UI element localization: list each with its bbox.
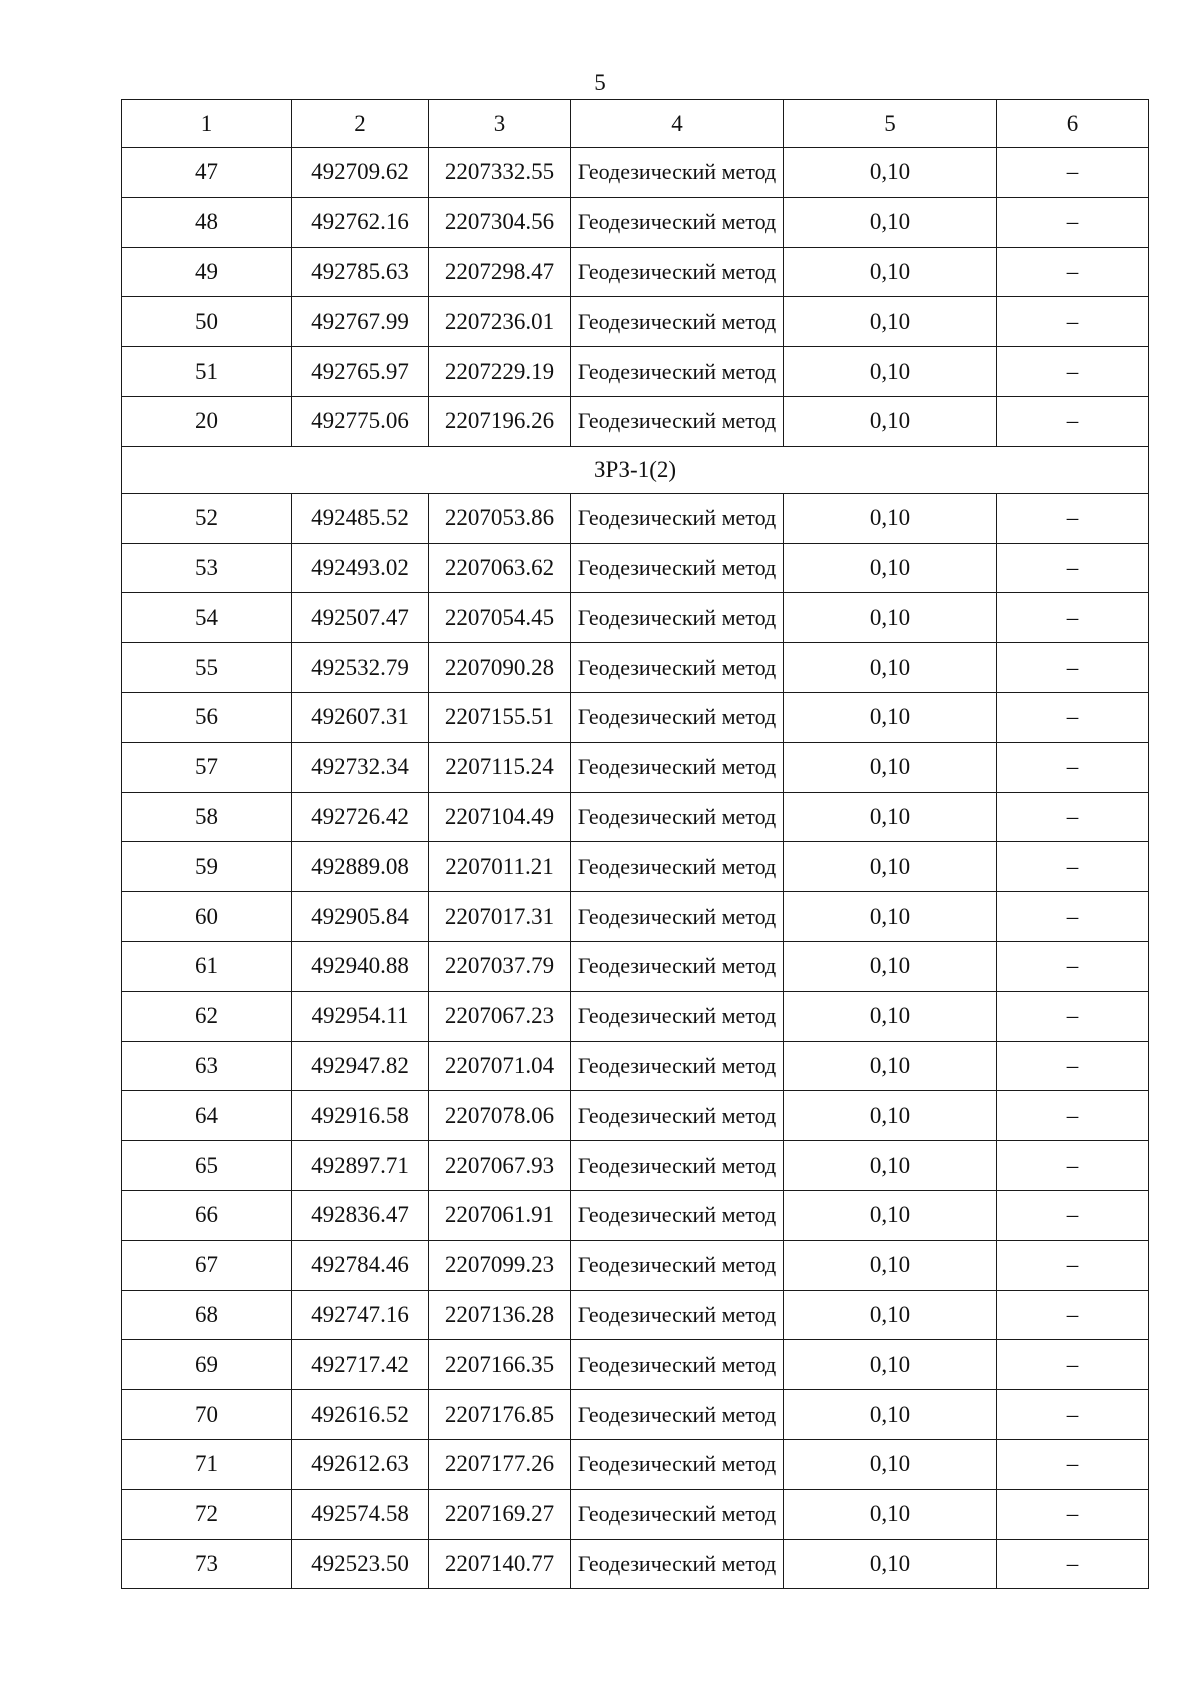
- note-cell: –: [997, 1390, 1149, 1440]
- method-cell: Геодезический метод: [571, 493, 784, 543]
- y-coordinate-cell: 2207115.24: [429, 742, 571, 792]
- note-cell: –: [997, 643, 1149, 693]
- point-number-cell: 65: [122, 1141, 292, 1191]
- accuracy-cell: 0,10: [784, 247, 997, 297]
- table-row: [122, 297, 1149, 347]
- point-number-cell: 61: [122, 941, 292, 991]
- point-number-cell: 73: [122, 1539, 292, 1589]
- table-row: [122, 1439, 1149, 1489]
- accuracy-cell: 0,10: [784, 297, 997, 347]
- note-cell: –: [997, 593, 1149, 643]
- accuracy-cell: 0,10: [784, 941, 997, 991]
- method-cell: Геодезический метод: [571, 543, 784, 593]
- x-coordinate-cell: 492836.47: [292, 1190, 429, 1240]
- column-header: 6: [997, 100, 1149, 148]
- table-row: [122, 1091, 1149, 1141]
- accuracy-cell: 0,10: [784, 1539, 997, 1589]
- point-number-cell: 47: [122, 148, 292, 198]
- method-cell: Геодезический метод: [571, 1041, 784, 1091]
- y-coordinate-cell: 2207037.79: [429, 941, 571, 991]
- accuracy-cell: 0,10: [784, 1240, 997, 1290]
- y-coordinate-cell: 2207196.26: [429, 396, 571, 446]
- y-coordinate-cell: 2207063.62: [429, 543, 571, 593]
- note-cell: –: [997, 991, 1149, 1041]
- method-cell: Геодезический метод: [571, 593, 784, 643]
- x-coordinate-cell: 492784.46: [292, 1240, 429, 1290]
- y-coordinate-cell: 2207090.28: [429, 643, 571, 693]
- point-number-cell: 62: [122, 991, 292, 1041]
- point-number-cell: 48: [122, 197, 292, 247]
- method-cell: Геодезический метод: [571, 842, 784, 892]
- table-row: [122, 543, 1149, 593]
- table-row: [122, 842, 1149, 892]
- note-cell: –: [997, 1539, 1149, 1589]
- point-number-cell: 69: [122, 1340, 292, 1390]
- table-row: [122, 593, 1149, 643]
- method-cell: Геодезический метод: [571, 197, 784, 247]
- table-row: [122, 692, 1149, 742]
- method-cell: Геодезический метод: [571, 396, 784, 446]
- note-cell: –: [997, 742, 1149, 792]
- column-header: 2: [292, 100, 429, 148]
- point-number-cell: 71: [122, 1439, 292, 1489]
- method-cell: Геодезический метод: [571, 297, 784, 347]
- method-cell: Геодезический метод: [571, 1240, 784, 1290]
- x-coordinate-cell: 492523.50: [292, 1539, 429, 1589]
- note-cell: –: [997, 347, 1149, 397]
- method-cell: Геодезический метод: [571, 1190, 784, 1240]
- point-number-cell: 66: [122, 1190, 292, 1240]
- table-row: [122, 1240, 1149, 1290]
- y-coordinate-cell: 2207176.85: [429, 1390, 571, 1440]
- table-row: [122, 148, 1149, 198]
- x-coordinate-cell: 492607.31: [292, 692, 429, 742]
- y-coordinate-cell: 2207011.21: [429, 842, 571, 892]
- method-cell: Геодезический метод: [571, 792, 784, 842]
- y-coordinate-cell: 2207053.86: [429, 493, 571, 543]
- table-row: [122, 643, 1149, 693]
- method-cell: Геодезический метод: [571, 941, 784, 991]
- x-coordinate-cell: 492726.42: [292, 792, 429, 842]
- page-number: 5: [594, 70, 606, 95]
- y-coordinate-cell: 2207155.51: [429, 692, 571, 742]
- note-cell: –: [997, 1240, 1149, 1290]
- accuracy-cell: 0,10: [784, 1041, 997, 1091]
- point-number-cell: 52: [122, 493, 292, 543]
- x-coordinate-cell: 492940.88: [292, 941, 429, 991]
- x-coordinate-cell: 492947.82: [292, 1041, 429, 1091]
- method-cell: Геодезический метод: [571, 1290, 784, 1340]
- note-cell: –: [997, 247, 1149, 297]
- accuracy-cell: 0,10: [784, 692, 997, 742]
- x-coordinate-cell: 492709.62: [292, 148, 429, 198]
- note-cell: –: [997, 197, 1149, 247]
- table-row: [122, 1539, 1149, 1589]
- point-number-cell: 55: [122, 643, 292, 693]
- y-coordinate-cell: 2207169.27: [429, 1489, 571, 1539]
- x-coordinate-cell: 492532.79: [292, 643, 429, 693]
- y-coordinate-cell: 2207017.31: [429, 892, 571, 942]
- y-coordinate-cell: 2207177.26: [429, 1439, 571, 1489]
- x-coordinate-cell: 492616.52: [292, 1390, 429, 1440]
- note-cell: –: [997, 1041, 1149, 1091]
- point-number-cell: 68: [122, 1290, 292, 1340]
- method-cell: Геодезический метод: [571, 892, 784, 942]
- method-cell: Геодезический метод: [571, 692, 784, 742]
- point-number-cell: 67: [122, 1240, 292, 1290]
- x-coordinate-cell: 492612.63: [292, 1439, 429, 1489]
- point-number-cell: 50: [122, 297, 292, 347]
- method-cell: Геодезический метод: [571, 1340, 784, 1390]
- x-coordinate-cell: 492775.06: [292, 396, 429, 446]
- point-number-cell: 53: [122, 543, 292, 593]
- y-coordinate-cell: 2207166.35: [429, 1340, 571, 1390]
- note-cell: –: [997, 297, 1149, 347]
- accuracy-cell: 0,10: [784, 742, 997, 792]
- y-coordinate-cell: 2207067.23: [429, 991, 571, 1041]
- point-number-cell: 56: [122, 692, 292, 742]
- accuracy-cell: 0,10: [784, 1141, 997, 1191]
- note-cell: –: [997, 1340, 1149, 1390]
- accuracy-cell: 0,10: [784, 643, 997, 693]
- x-coordinate-cell: 492889.08: [292, 842, 429, 892]
- table-row: [122, 1190, 1149, 1240]
- accuracy-cell: 0,10: [784, 347, 997, 397]
- point-number-cell: 58: [122, 792, 292, 842]
- note-cell: –: [997, 941, 1149, 991]
- note-cell: –: [997, 493, 1149, 543]
- y-coordinate-cell: 2207061.91: [429, 1190, 571, 1240]
- y-coordinate-cell: 2207071.04: [429, 1041, 571, 1091]
- accuracy-cell: 0,10: [784, 1489, 997, 1539]
- point-number-cell: 63: [122, 1041, 292, 1091]
- accuracy-cell: 0,10: [784, 197, 997, 247]
- point-number-cell: 54: [122, 593, 292, 643]
- x-coordinate-cell: 492767.99: [292, 297, 429, 347]
- x-coordinate-cell: 492747.16: [292, 1290, 429, 1340]
- y-coordinate-cell: 2207099.23: [429, 1240, 571, 1290]
- table-row: [122, 941, 1149, 991]
- note-cell: –: [997, 1190, 1149, 1240]
- x-coordinate-cell: 492493.02: [292, 543, 429, 593]
- x-coordinate-cell: 492765.97: [292, 347, 429, 397]
- table-body: [122, 100, 1149, 1589]
- table-row: [122, 892, 1149, 942]
- method-cell: Геодезический метод: [571, 1141, 784, 1191]
- y-coordinate-cell: 2207236.01: [429, 297, 571, 347]
- point-number-cell: 60: [122, 892, 292, 942]
- point-number-cell: 51: [122, 347, 292, 397]
- table-row: [122, 347, 1149, 397]
- column-header: 1: [122, 100, 292, 148]
- note-cell: –: [997, 396, 1149, 446]
- table-row: [122, 1141, 1149, 1191]
- method-cell: Геодезический метод: [571, 1390, 784, 1440]
- point-number-cell: 64: [122, 1091, 292, 1141]
- accuracy-cell: 0,10: [784, 543, 997, 593]
- accuracy-cell: 0,10: [784, 1091, 997, 1141]
- method-cell: Геодезический метод: [571, 347, 784, 397]
- point-number-cell: 57: [122, 742, 292, 792]
- column-number-row: [122, 100, 1149, 148]
- method-cell: Геодезический метод: [571, 643, 784, 693]
- note-cell: –: [997, 1290, 1149, 1340]
- x-coordinate-cell: 492485.52: [292, 493, 429, 543]
- table-row: [122, 247, 1149, 297]
- method-cell: Геодезический метод: [571, 1489, 784, 1539]
- table-row: [122, 1041, 1149, 1091]
- x-coordinate-cell: 492574.58: [292, 1489, 429, 1539]
- table-row: [122, 1489, 1149, 1539]
- section-heading: ЗРЗ-1(2): [122, 446, 1149, 493]
- note-cell: –: [997, 148, 1149, 198]
- accuracy-cell: 0,10: [784, 1290, 997, 1340]
- accuracy-cell: 0,10: [784, 792, 997, 842]
- point-number-cell: 20: [122, 396, 292, 446]
- method-cell: Геодезический метод: [571, 742, 784, 792]
- x-coordinate-cell: 492717.42: [292, 1340, 429, 1390]
- x-coordinate-cell: 492916.58: [292, 1091, 429, 1141]
- accuracy-cell: 0,10: [784, 148, 997, 198]
- y-coordinate-cell: 2207136.28: [429, 1290, 571, 1340]
- accuracy-cell: 0,10: [784, 1340, 997, 1390]
- table-row: [122, 396, 1149, 446]
- accuracy-cell: 0,10: [784, 1190, 997, 1240]
- table-row: [122, 991, 1149, 1041]
- method-cell: Геодезический метод: [571, 148, 784, 198]
- y-coordinate-cell: 2207067.93: [429, 1141, 571, 1191]
- note-cell: –: [997, 1091, 1149, 1141]
- x-coordinate-cell: 492507.47: [292, 593, 429, 643]
- coordinates-table: [121, 99, 1149, 1589]
- method-cell: Геодезический метод: [571, 1091, 784, 1141]
- note-cell: –: [997, 1439, 1149, 1489]
- accuracy-cell: 0,10: [784, 493, 997, 543]
- y-coordinate-cell: 2207304.56: [429, 197, 571, 247]
- x-coordinate-cell: 492732.34: [292, 742, 429, 792]
- method-cell: Геодезический метод: [571, 247, 784, 297]
- table-row: [122, 493, 1149, 543]
- y-coordinate-cell: 2207078.06: [429, 1091, 571, 1141]
- table-row: [122, 1340, 1149, 1390]
- accuracy-cell: 0,10: [784, 1390, 997, 1440]
- accuracy-cell: 0,10: [784, 1439, 997, 1489]
- accuracy-cell: 0,10: [784, 396, 997, 446]
- point-number-cell: 72: [122, 1489, 292, 1539]
- method-cell: Геодезический метод: [571, 991, 784, 1041]
- method-cell: Геодезический метод: [571, 1439, 784, 1489]
- y-coordinate-cell: 2207054.45: [429, 593, 571, 643]
- accuracy-cell: 0,10: [784, 991, 997, 1041]
- x-coordinate-cell: 492897.71: [292, 1141, 429, 1191]
- method-cell: Геодезический метод: [571, 1539, 784, 1589]
- point-number-cell: 70: [122, 1390, 292, 1440]
- note-cell: –: [997, 1489, 1149, 1539]
- table-row: [122, 742, 1149, 792]
- accuracy-cell: 0,10: [784, 842, 997, 892]
- y-coordinate-cell: 2207104.49: [429, 792, 571, 842]
- y-coordinate-cell: 2207298.47: [429, 247, 571, 297]
- note-cell: –: [997, 842, 1149, 892]
- table-row: [122, 197, 1149, 247]
- x-coordinate-cell: 492954.11: [292, 991, 429, 1041]
- y-coordinate-cell: 2207332.55: [429, 148, 571, 198]
- note-cell: –: [997, 1141, 1149, 1191]
- note-cell: –: [997, 892, 1149, 942]
- column-header: 4: [571, 100, 784, 148]
- column-header: 3: [429, 100, 571, 148]
- y-coordinate-cell: 2207229.19: [429, 347, 571, 397]
- x-coordinate-cell: 492762.16: [292, 197, 429, 247]
- table-row: [122, 1290, 1149, 1340]
- accuracy-cell: 0,10: [784, 593, 997, 643]
- section-heading-row: [122, 446, 1149, 493]
- note-cell: –: [997, 543, 1149, 593]
- accuracy-cell: 0,10: [784, 892, 997, 942]
- point-number-cell: 59: [122, 842, 292, 892]
- note-cell: –: [997, 692, 1149, 742]
- column-header: 5: [784, 100, 997, 148]
- table-row: [122, 1390, 1149, 1440]
- x-coordinate-cell: 492905.84: [292, 892, 429, 942]
- note-cell: –: [997, 792, 1149, 842]
- point-number-cell: 49: [122, 247, 292, 297]
- y-coordinate-cell: 2207140.77: [429, 1539, 571, 1589]
- x-coordinate-cell: 492785.63: [292, 247, 429, 297]
- table-row: [122, 792, 1149, 842]
